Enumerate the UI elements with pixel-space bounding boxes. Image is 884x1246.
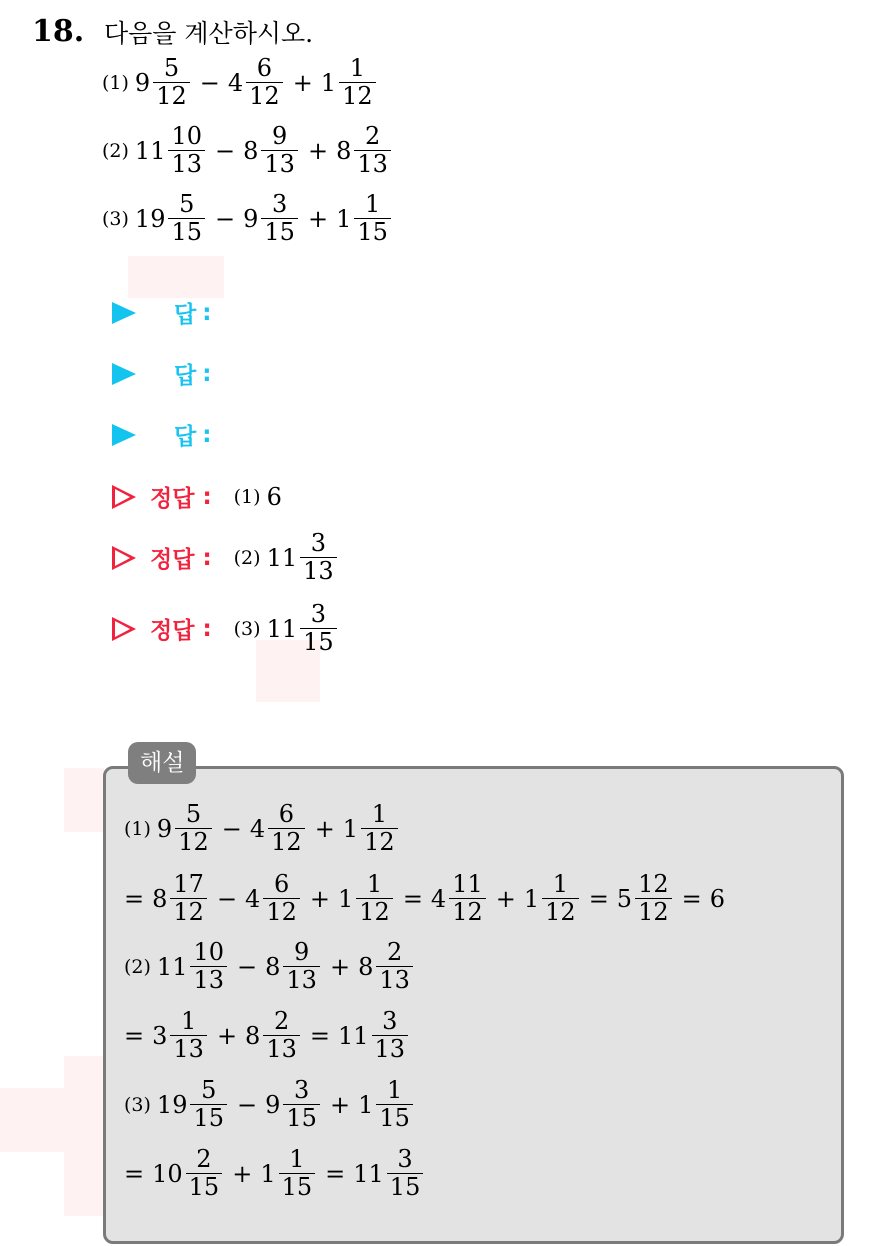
whole-part: 3 [152,1021,168,1050]
operator: − [221,814,242,843]
answer-label: 답 [174,363,197,389]
fraction [376,940,413,993]
operator: + [307,136,329,165]
answer-row-2 [112,357,211,390]
operator: + [309,884,330,913]
fraction [372,1009,409,1062]
play-triangle-icon [112,302,136,324]
numerator: 1 [181,1007,197,1035]
fraction [449,872,486,925]
fraction [190,940,227,993]
operator: + [307,204,329,233]
fraction [186,1147,223,1200]
whole-part: 1 [342,814,359,843]
answer-row-3 [112,418,211,451]
whole-part: 5 [616,884,633,913]
fraction [246,56,283,109]
denominator: 15 [279,1173,316,1200]
operator: − [199,68,220,97]
denominator: 15 [168,218,205,245]
bg-tint [64,1056,104,1216]
denominator: 15 [186,1173,223,1200]
whole-part: 11 [134,136,166,165]
solution-line-4 [124,1009,410,1062]
fraction [635,872,672,925]
correct-answer-3 [112,602,339,655]
denominator: 13 [372,1035,409,1062]
operator: = [124,884,145,913]
operator: − [215,204,236,233]
fraction [170,1009,207,1062]
numerator: 6 [278,800,295,828]
correct-label: 정답 [150,547,195,574]
whole-part: 4 [430,884,447,913]
fraction [261,124,298,177]
whole-part: 1 [358,1090,374,1119]
operator: = [325,1159,346,1188]
whole-part: 9 [156,814,173,843]
fraction [263,872,300,925]
correct-colon: : [202,483,212,510]
problem-label: (3) [102,207,129,230]
whole-part: 4 [227,68,244,97]
numerator: 3 [294,1076,310,1104]
numerator: 6 [273,870,290,898]
whole-part: 9 [265,1090,281,1119]
answer-number-label: (1) [233,485,261,508]
operator: = [588,884,609,913]
numerator: 3 [382,1007,398,1035]
numerator: 1 [371,800,387,828]
solution-line-2 [124,872,726,925]
denominator: 15 [261,218,298,245]
denominator: 12 [268,828,305,855]
operator: = [681,884,702,913]
bg-tint [64,768,104,832]
whole-part: 1 [320,68,337,97]
numerator: 3 [310,529,327,557]
numerator: 3 [310,600,327,628]
whole-part: 9 [243,204,259,233]
numerator: 9 [272,122,288,150]
numerator: 5 [185,800,202,828]
denominator: 15 [376,1104,413,1131]
problem-label: (1) [102,71,129,94]
numerator: 1 [364,190,381,218]
numerator: 1 [366,870,383,898]
numerator: 9 [294,938,310,966]
operator: − [215,136,236,165]
denominator: 12 [635,898,672,925]
whole-part: 8 [243,136,259,165]
operator: − [237,952,258,981]
numerator: 3 [272,190,288,218]
answer-colon: : [202,421,212,448]
whole-part: 4 [245,884,261,913]
fraction [361,802,398,855]
solution-line-5 [124,1078,415,1131]
answer-whole: 11 [266,543,298,572]
operator: + [292,68,313,97]
whole-part: 19 [134,204,166,233]
solution-line-1 [124,802,400,855]
whole-part: 9 [134,68,151,97]
numerator: 1 [289,1145,305,1173]
fraction [354,124,391,177]
numerator: 17 [173,870,204,898]
operator: + [329,952,351,981]
denominator: 15 [300,628,337,655]
operator: + [216,1021,238,1050]
answer-colon: : [202,299,212,326]
fraction [339,56,376,109]
whole-part: 8 [265,952,281,981]
operator: = [124,1021,145,1050]
outline-triangle-icon [112,617,136,641]
fraction [283,1078,320,1131]
denominator: 13 [283,966,320,993]
fraction [542,872,579,925]
answer-whole: 11 [266,614,298,643]
denominator: 12 [361,828,398,855]
whole-part: 8 [358,952,374,981]
denominator: 12 [356,898,393,925]
fraction [190,1078,227,1131]
numerator: 10 [171,122,203,150]
denominator: 13 [261,150,298,177]
result-value: 6 [709,884,726,913]
whole-part: 1 [260,1159,276,1188]
answer-value: 6 [266,482,282,511]
numerator: 5 [179,190,195,218]
bg-tint [128,256,224,298]
denominator: 15 [283,1104,320,1131]
fraction [356,872,393,925]
operator: = [124,1159,145,1188]
play-triangle-icon [112,424,136,446]
denominator: 13 [354,150,391,177]
answer-number-label: (2) [233,546,261,569]
fraction [279,1147,316,1200]
denominator: 13 [300,557,337,584]
fraction [170,872,207,925]
whole-part: 19 [156,1090,188,1119]
numerator: 3 [397,1145,413,1173]
numerator: 11 [452,870,483,898]
denominator: 12 [153,82,190,109]
denominator: 13 [170,1035,207,1062]
whole-part: 1 [337,884,354,913]
outline-triangle-icon [112,485,136,509]
numerator: 6 [256,54,273,82]
fraction [168,192,205,245]
denominator: 12 [449,898,486,925]
operator: = [402,884,423,913]
problem-label: (3) [124,1093,151,1116]
denominator: 12 [175,828,212,855]
solution-line-6 [124,1147,425,1200]
denominator: 15 [387,1173,424,1200]
operator: + [314,814,335,843]
numerator: 2 [364,122,381,150]
denominator: 12 [246,82,283,109]
whole-part: 8 [152,884,168,913]
denominator: 12 [339,82,376,109]
problem-label: (1) [124,817,151,840]
denominator: 12 [170,898,207,925]
fraction [168,124,205,177]
denominator: 13 [190,966,227,993]
operator: + [232,1159,253,1188]
answer-number-label: (3) [233,617,261,640]
correct-answer-1 [112,480,283,513]
fraction [175,802,212,855]
operator: = [309,1021,330,1050]
solution-tag: 해설 [128,742,196,784]
numerator: 12 [638,870,669,898]
operator: − [216,884,238,913]
whole-part: 11 [337,1021,369,1050]
whole-part: 11 [156,952,188,981]
solution-line-3 [124,940,415,993]
whole-part: 10 [152,1159,183,1188]
fraction [268,802,305,855]
fraction [283,940,320,993]
fraction [300,531,337,584]
operator: + [329,1090,351,1119]
question-text: 다음을 계산하시오. [104,19,314,48]
operator: + [495,884,516,913]
problem-2 [102,124,393,177]
numerator: 1 [552,870,569,898]
denominator: 12 [542,898,579,925]
denominator: 13 [376,966,413,993]
whole-part: 11 [353,1159,384,1188]
answer-colon: : [202,360,212,387]
whole-part: 8 [336,136,352,165]
denominator: 15 [354,218,391,245]
correct-label: 정답 [150,618,195,645]
fraction [387,1147,424,1200]
numerator: 10 [193,938,225,966]
fraction [153,56,190,109]
numerator: 2 [386,938,403,966]
whole-part: 4 [249,814,266,843]
denominator: 12 [263,898,300,925]
denominator: 15 [190,1104,227,1131]
whole-part: 1 [336,204,352,233]
numerator: 1 [386,1076,403,1104]
correct-answer-2 [112,531,339,584]
problem-3 [102,192,393,245]
numerator: 2 [196,1145,212,1173]
denominator: 13 [263,1035,300,1062]
play-triangle-icon [112,363,136,385]
fraction [263,1009,300,1062]
fraction [354,192,391,245]
whole-part: 8 [245,1021,261,1050]
operator: − [237,1090,258,1119]
correct-label: 정답 [150,486,195,512]
problem-label: (2) [102,139,129,162]
fraction [300,602,337,655]
outline-triangle-icon [112,546,136,570]
whole-part: 1 [523,884,540,913]
answer-row-1 [112,296,211,329]
correct-colon: : [202,615,212,642]
numerator: 2 [273,1007,290,1035]
numerator: 1 [349,54,365,82]
problem-1 [102,56,378,109]
problem-label: (2) [124,955,151,978]
answer-label: 답 [174,302,197,328]
denominator: 13 [168,150,205,177]
numerator: 5 [201,1076,217,1104]
numerator: 5 [163,54,180,82]
question-number: 18. [32,14,85,49]
correct-colon: : [202,544,212,571]
fraction [376,1078,413,1131]
answer-label: 답 [174,424,197,450]
fraction [261,192,298,245]
